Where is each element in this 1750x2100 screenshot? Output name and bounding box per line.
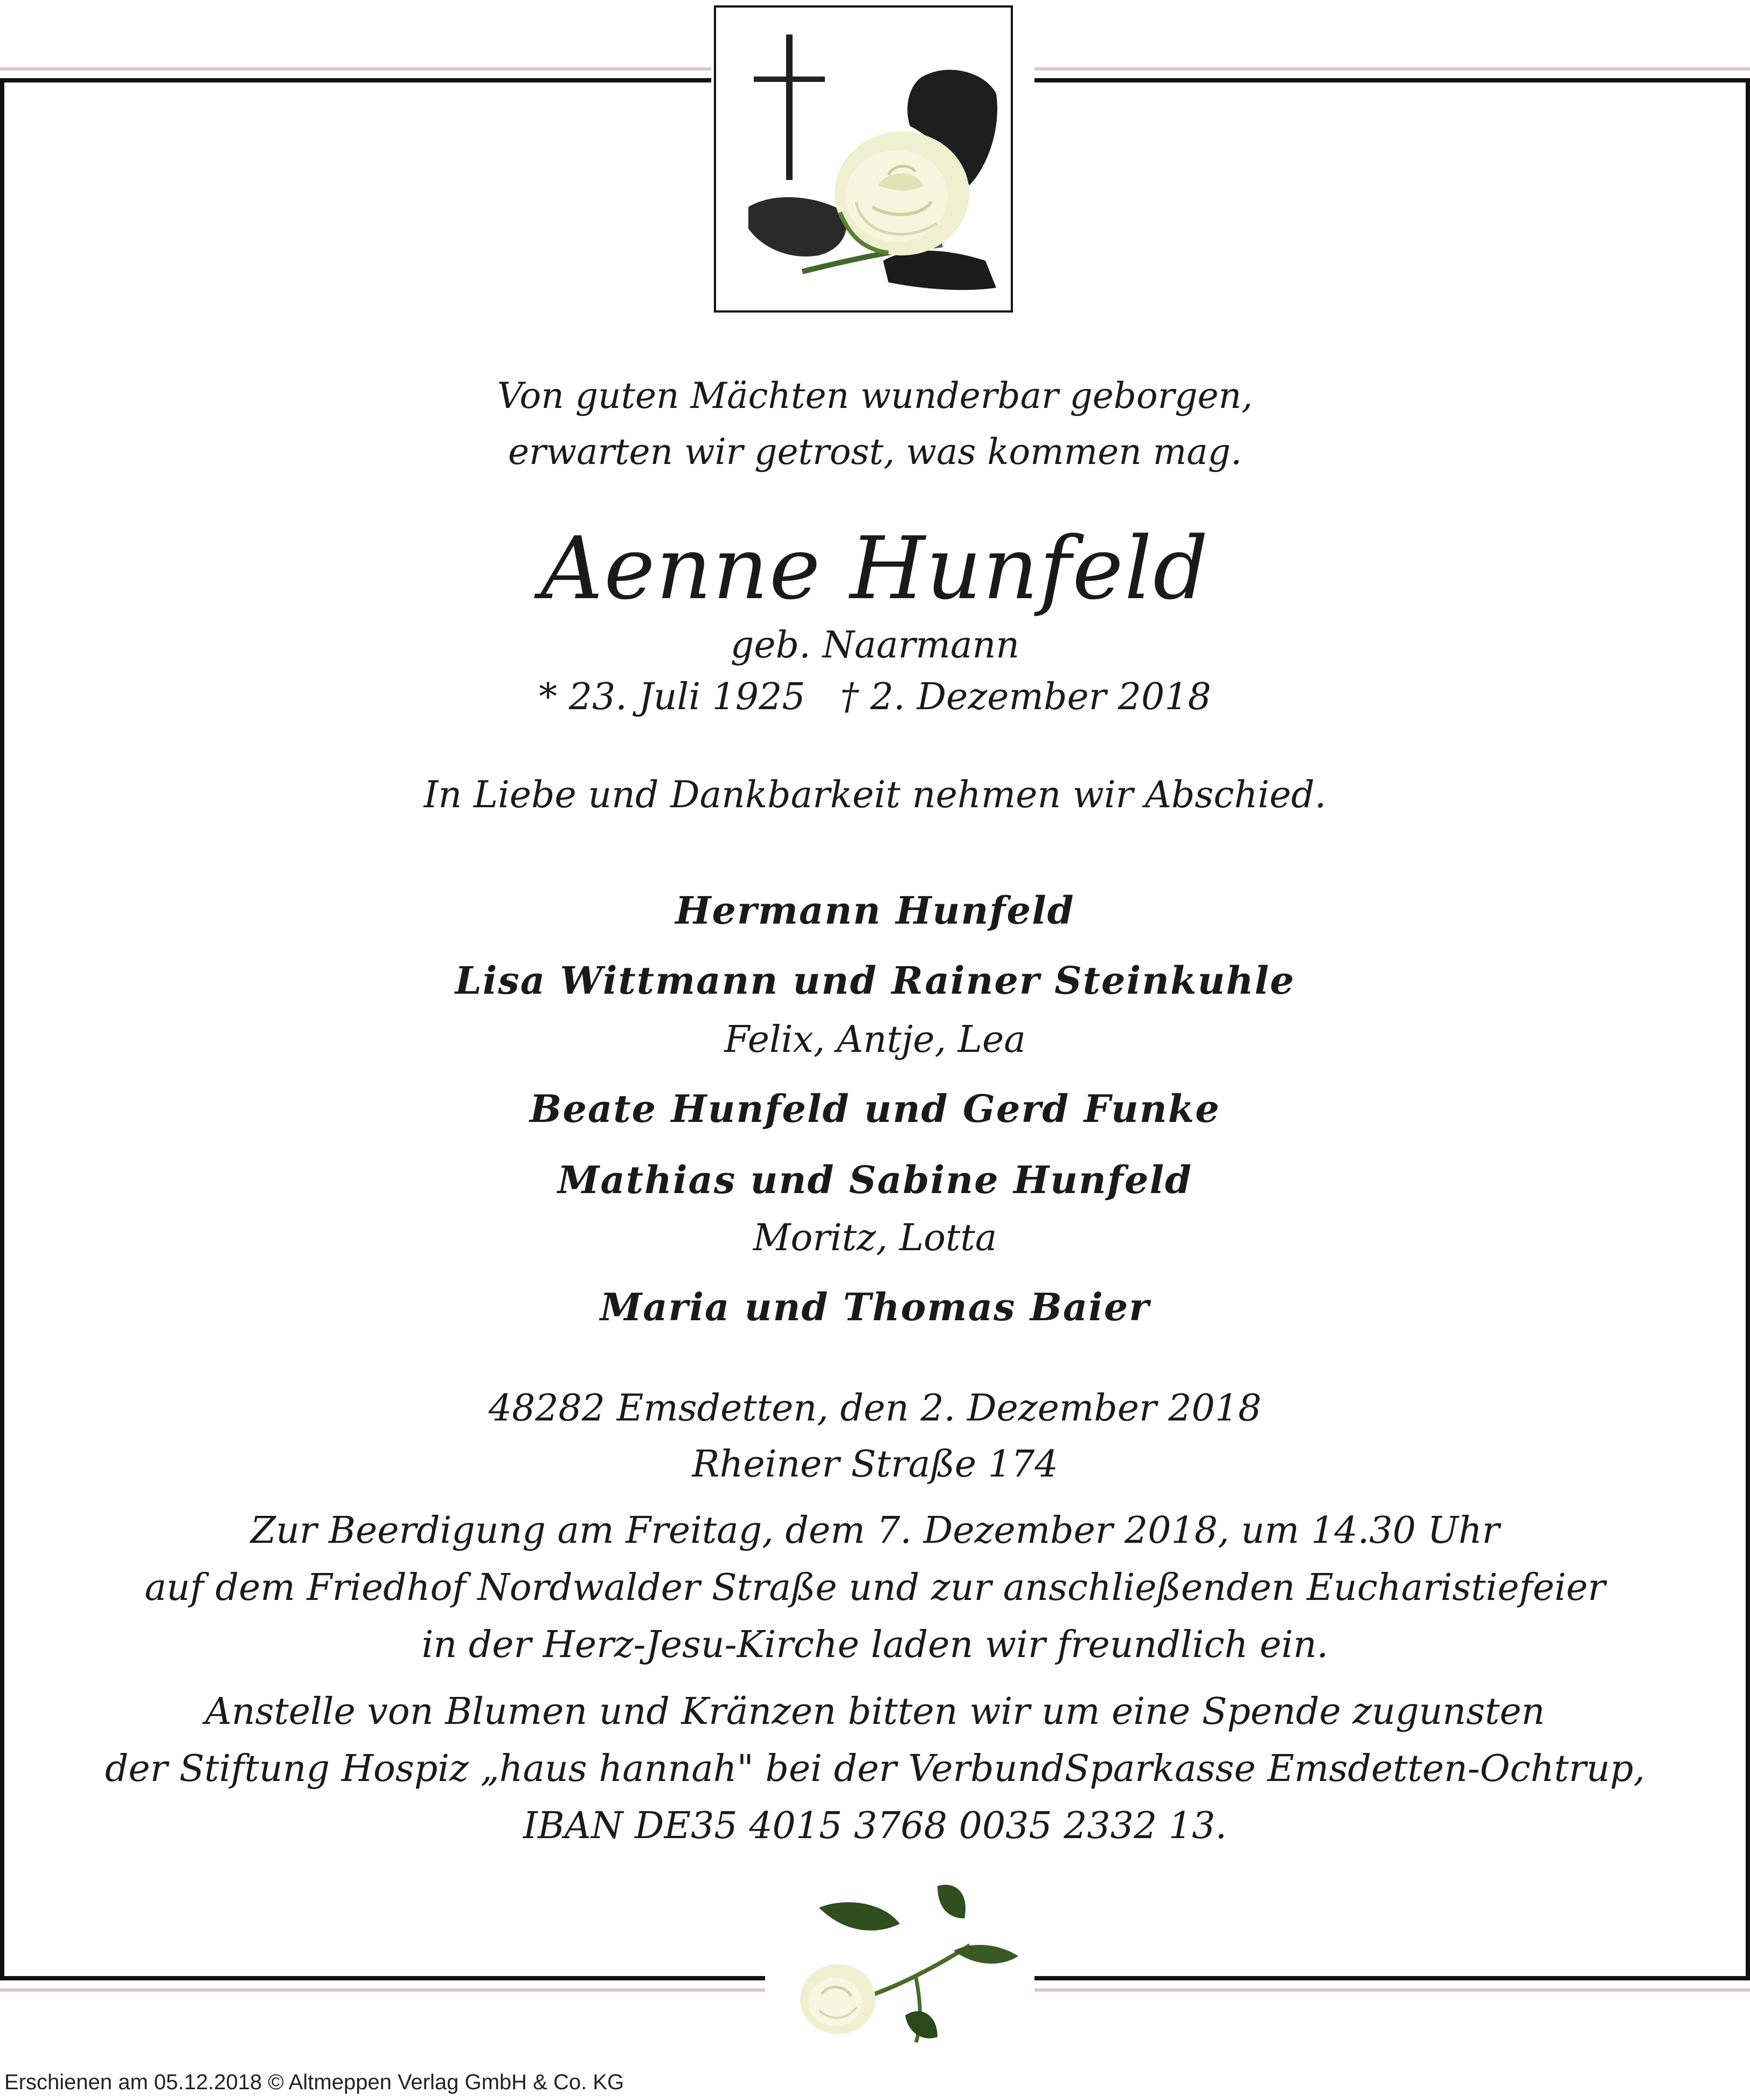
address-street: Rheiner Straße 174 (692, 1443, 1058, 1486)
mourner-name: Maria und Thomas Baier (600, 1285, 1150, 1329)
funeral-line-2: auf dem Friedhof Nordwalder Straße und zur anschließenden Eucharistiefeier (144, 1567, 1606, 1609)
cross-with-white-rose-icon (714, 5, 1013, 313)
address-place-date: 48282 Emsdetten, den 2. Dezember 2018 (488, 1387, 1262, 1430)
motto-line-2: erwarten wir getrost, was kommen mag. (508, 431, 1242, 473)
mourner-children: Moritz, Lotta (753, 1217, 997, 1259)
farewell-text: In Liebe und Dankbarkeit nehmen wir Abschied. (423, 774, 1327, 816)
deceased-name: Aenne Hunfeld (540, 518, 1210, 619)
white-rose-icon (776, 1870, 1024, 2053)
mourner-children: Felix, Antje, Lea (724, 1018, 1026, 1061)
donation-line-1: Anstelle von Blumen und Kränzen bitten wir um eine Spende zugunsten (205, 1690, 1545, 1733)
mourner-name: Mathias und Sabine Hunfeld (557, 1158, 1193, 1202)
mourner-name: Lisa Wittmann und Rainer Steinkuhle (455, 958, 1295, 1003)
deceased-maiden-name: geb. Naarmann (730, 624, 1020, 667)
donation-line-2: der Stiftung Hospiz „haus hannah" bei der VerbundSparkasse Emsdetten-Ochtrup, (105, 1748, 1645, 1790)
motto-line-1: Von guten Mächten wunderbar geborgen, (497, 375, 1253, 417)
mourner-name: Beate Hunfeld und Gerd Funke (530, 1086, 1220, 1131)
mourner-name: Hermann Hunfeld (675, 888, 1075, 933)
deceased-dates: * 23. Juli 1925 † 2. Dezember 2018 (539, 676, 1211, 718)
funeral-line-3: in der Herz-Jesu-Kirche laden wir freundlich ein. (421, 1624, 1329, 1666)
funeral-line-1: Zur Beerdigung am Freitag, dem 7. Dezember 2018, um 14.30 Uhr (250, 1509, 1500, 1552)
publication-footer: Erschienen am 05.12.2018 © Altmeppen Verlag GmbH & Co. KG (4, 2070, 624, 2094)
donation-line-3: IBAN DE35 4015 3768 0035 2332 13. (523, 1805, 1227, 1847)
